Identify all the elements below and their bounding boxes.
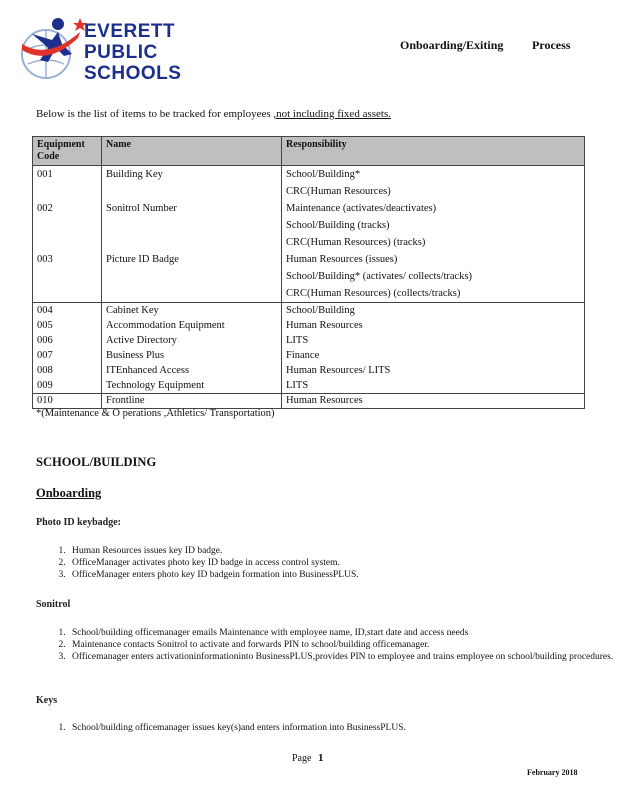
cell-name: Sonitrol Number bbox=[102, 200, 282, 217]
table-group-3 bbox=[33, 394, 585, 409]
cell-responsibility: CRC(Human Resources) (tracks) bbox=[282, 234, 585, 251]
intro-main: Below is the list of items to be tracked for employees bbox=[36, 108, 274, 120]
cell-equipment-code: 004 bbox=[33, 303, 102, 319]
everett-public-schools-logo bbox=[18, 10, 198, 86]
header-responsibility: Responsibility bbox=[282, 137, 585, 166]
cell-name: Technology Equipment bbox=[102, 378, 282, 394]
table-group-1 bbox=[33, 166, 585, 303]
table-row bbox=[33, 217, 585, 234]
cell-responsibility: School/Building (tracks) bbox=[282, 217, 585, 234]
cell-responsibility: LITS bbox=[282, 333, 585, 348]
cell-equipment-code bbox=[33, 183, 102, 200]
cell-equipment-code: 007 bbox=[33, 348, 102, 363]
logo-line-3: SCHOOLS bbox=[84, 63, 182, 84]
cell-name bbox=[102, 183, 282, 200]
cell-name: ITEnhanced Access bbox=[102, 363, 282, 378]
sonitrol-list bbox=[36, 627, 613, 663]
cell-name bbox=[102, 268, 282, 285]
keys-list bbox=[36, 722, 406, 734]
cell-name: Accommodation Equipment bbox=[102, 318, 282, 333]
cell-name bbox=[102, 217, 282, 234]
table-row bbox=[33, 268, 585, 285]
onboarding-heading: Onboarding bbox=[36, 486, 102, 500]
cell-equipment-code: 002 bbox=[33, 200, 102, 217]
table-row bbox=[33, 303, 585, 319]
section-heading: SCHOOL/BUILDING bbox=[36, 455, 157, 469]
table-row bbox=[33, 394, 585, 409]
cell-name bbox=[102, 234, 282, 251]
footnote: *(Maintenance & O perations ,Athletics/ Transportation) bbox=[36, 408, 275, 419]
table-row bbox=[33, 200, 585, 217]
cell-responsibility: School/Building bbox=[282, 303, 585, 319]
cell-name bbox=[102, 285, 282, 303]
logo-line-1: EVERETT bbox=[84, 21, 176, 42]
table-row bbox=[33, 285, 585, 303]
table-row bbox=[33, 166, 585, 184]
intro-underlined: ,not including fixed assets. bbox=[273, 108, 391, 120]
cell-responsibility: Human Resources (issues) bbox=[282, 251, 585, 268]
cell-responsibility: Finance bbox=[282, 348, 585, 363]
list-item: 3. OfficeManager enters photo key ID badgein formation into BusinessPLUS. bbox=[68, 569, 359, 581]
intro-text bbox=[36, 108, 391, 120]
cell-name: Building Key bbox=[102, 166, 282, 184]
cell-name: Cabinet Key bbox=[102, 303, 282, 319]
table-group-2 bbox=[33, 303, 585, 394]
cell-responsibility: Human Resources bbox=[282, 394, 585, 409]
cell-responsibility: School/Building* bbox=[282, 166, 585, 184]
cell-equipment-code: 001 bbox=[33, 166, 102, 184]
cell-responsibility: LITS bbox=[282, 378, 585, 394]
header-name: Name bbox=[102, 137, 282, 166]
cell-equipment-code: 006 bbox=[33, 333, 102, 348]
header-title: Onboarding/Exiting bbox=[400, 38, 504, 52]
list-item: 1. Human Resources issues key ID badge. bbox=[68, 545, 359, 557]
header-process: Process bbox=[532, 38, 571, 52]
cell-responsibility: Human Resources bbox=[282, 318, 585, 333]
footer-date: February 2018 bbox=[527, 768, 578, 777]
equipment-table bbox=[32, 136, 585, 409]
sonitrol-heading: Sonitrol bbox=[36, 599, 71, 610]
table-row bbox=[33, 378, 585, 394]
cell-responsibility: Maintenance (activates/deactivates) bbox=[282, 200, 585, 217]
logo-line-2: PUBLIC bbox=[84, 42, 158, 63]
cell-equipment-code bbox=[33, 217, 102, 234]
table-row bbox=[33, 318, 585, 333]
page-label: Page bbox=[292, 753, 312, 764]
page-number: 1 bbox=[318, 752, 324, 764]
cell-name: Business Plus bbox=[102, 348, 282, 363]
table-row bbox=[33, 363, 585, 378]
cell-responsibility: Human Resources/ LITS bbox=[282, 363, 585, 378]
list-item: 1. School/building officemanager emails Maintenance with employee name, ID,start date and access needs bbox=[68, 627, 613, 639]
cell-responsibility: School/Building* (activates/ collects/tracks) bbox=[282, 268, 585, 285]
cell-equipment-code bbox=[33, 234, 102, 251]
cell-equipment-code: 003 bbox=[33, 251, 102, 268]
table-row bbox=[33, 234, 585, 251]
cell-equipment-code bbox=[33, 285, 102, 303]
keys-heading: Keys bbox=[36, 695, 58, 706]
list-item: 2. OfficeManager activates photo key ID badge in access control system. bbox=[68, 557, 359, 569]
cell-equipment-code: 008 bbox=[33, 363, 102, 378]
cell-name: Frontline bbox=[102, 394, 282, 409]
runner-globe-icon bbox=[18, 10, 88, 86]
cell-equipment-code: 009 bbox=[33, 378, 102, 394]
photo-id-list bbox=[36, 545, 359, 581]
list-item: 2. Maintenance contacts Sonitrol to activate and forwards PIN to school/building officemanager. bbox=[68, 639, 613, 651]
list-item: 1. School/building officemanager issues key(s)and enters information into BusinessPLUS. bbox=[68, 722, 406, 734]
cell-responsibility: CRC(Human Resources) (collects/tracks) bbox=[282, 285, 585, 303]
table-row bbox=[33, 333, 585, 348]
photo-id-heading: Photo ID keybadge: bbox=[36, 517, 122, 528]
table-header-row bbox=[33, 137, 585, 166]
cell-name: Picture ID Badge bbox=[102, 251, 282, 268]
cell-equipment-code bbox=[33, 268, 102, 285]
cell-responsibility: CRC(Human Resources) bbox=[282, 183, 585, 200]
list-item: 3. Officemanager enters activationinformationinto BusinessPLUS,provides PIN to employee and trains employee on school/building procedures. bbox=[68, 651, 613, 663]
cell-equipment-code: 010 bbox=[33, 394, 102, 409]
cell-name: Active Directory bbox=[102, 333, 282, 348]
table-row bbox=[33, 348, 585, 363]
table-row bbox=[33, 251, 585, 268]
header-equipment-code: Equipment Code bbox=[33, 137, 102, 166]
cell-equipment-code: 005 bbox=[33, 318, 102, 333]
table-row bbox=[33, 183, 585, 200]
